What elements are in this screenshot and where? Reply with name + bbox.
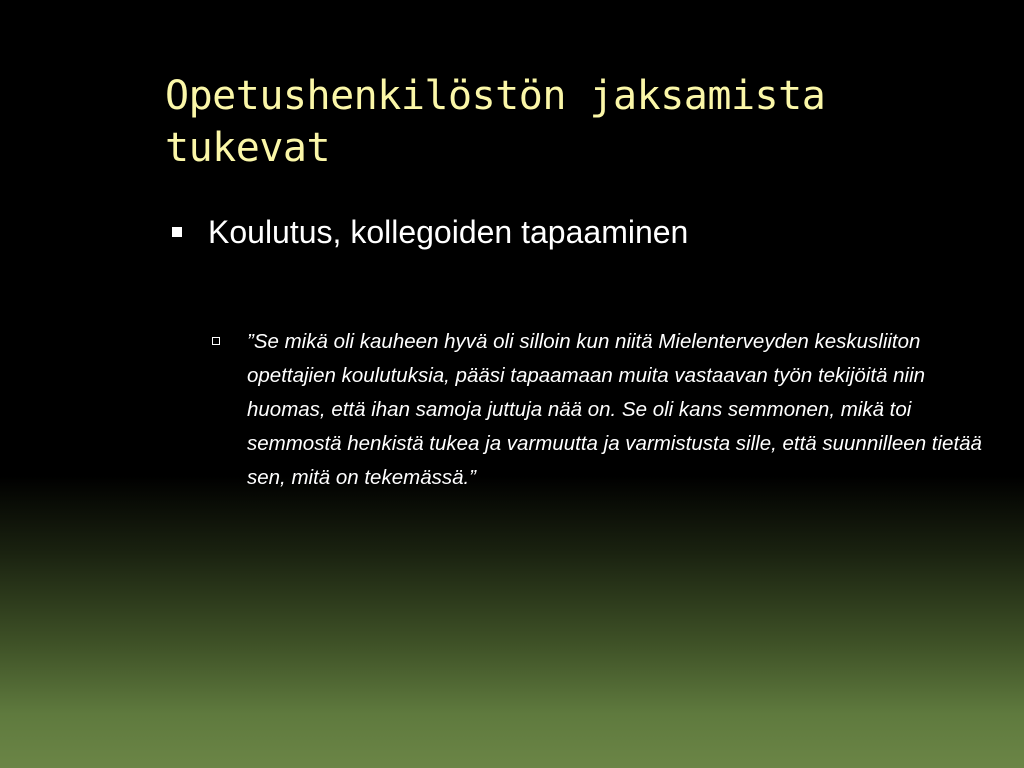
hollow-square-bullet-icon [212, 337, 220, 345]
quote-text: ”Se mikä oli kauheen hyvä oli silloin kun niitä Mielenterveyden keskusliiton opettajien koulutuksia, pääsi tapaamaan muita vastaavan työn tekijöitä niin huomas, että ihan samoja juttuja nää on. Se oli kans semmonen, mikä toi semmostä henkistä tukea ja varmuutta ja varmistusta sille, että suunnilleen tietää sen, mitä on tekemässä.” [247, 330, 982, 489]
slide-title: Opetushenkilöstön jaksamista tukevat [165, 73, 826, 171]
bullet-item [172, 210, 992, 254]
sub-bullet-item [212, 325, 1002, 495]
square-bullet-icon [172, 227, 182, 237]
bullet-text: Koulutus, kollegoiden tapaaminen [208, 214, 689, 250]
